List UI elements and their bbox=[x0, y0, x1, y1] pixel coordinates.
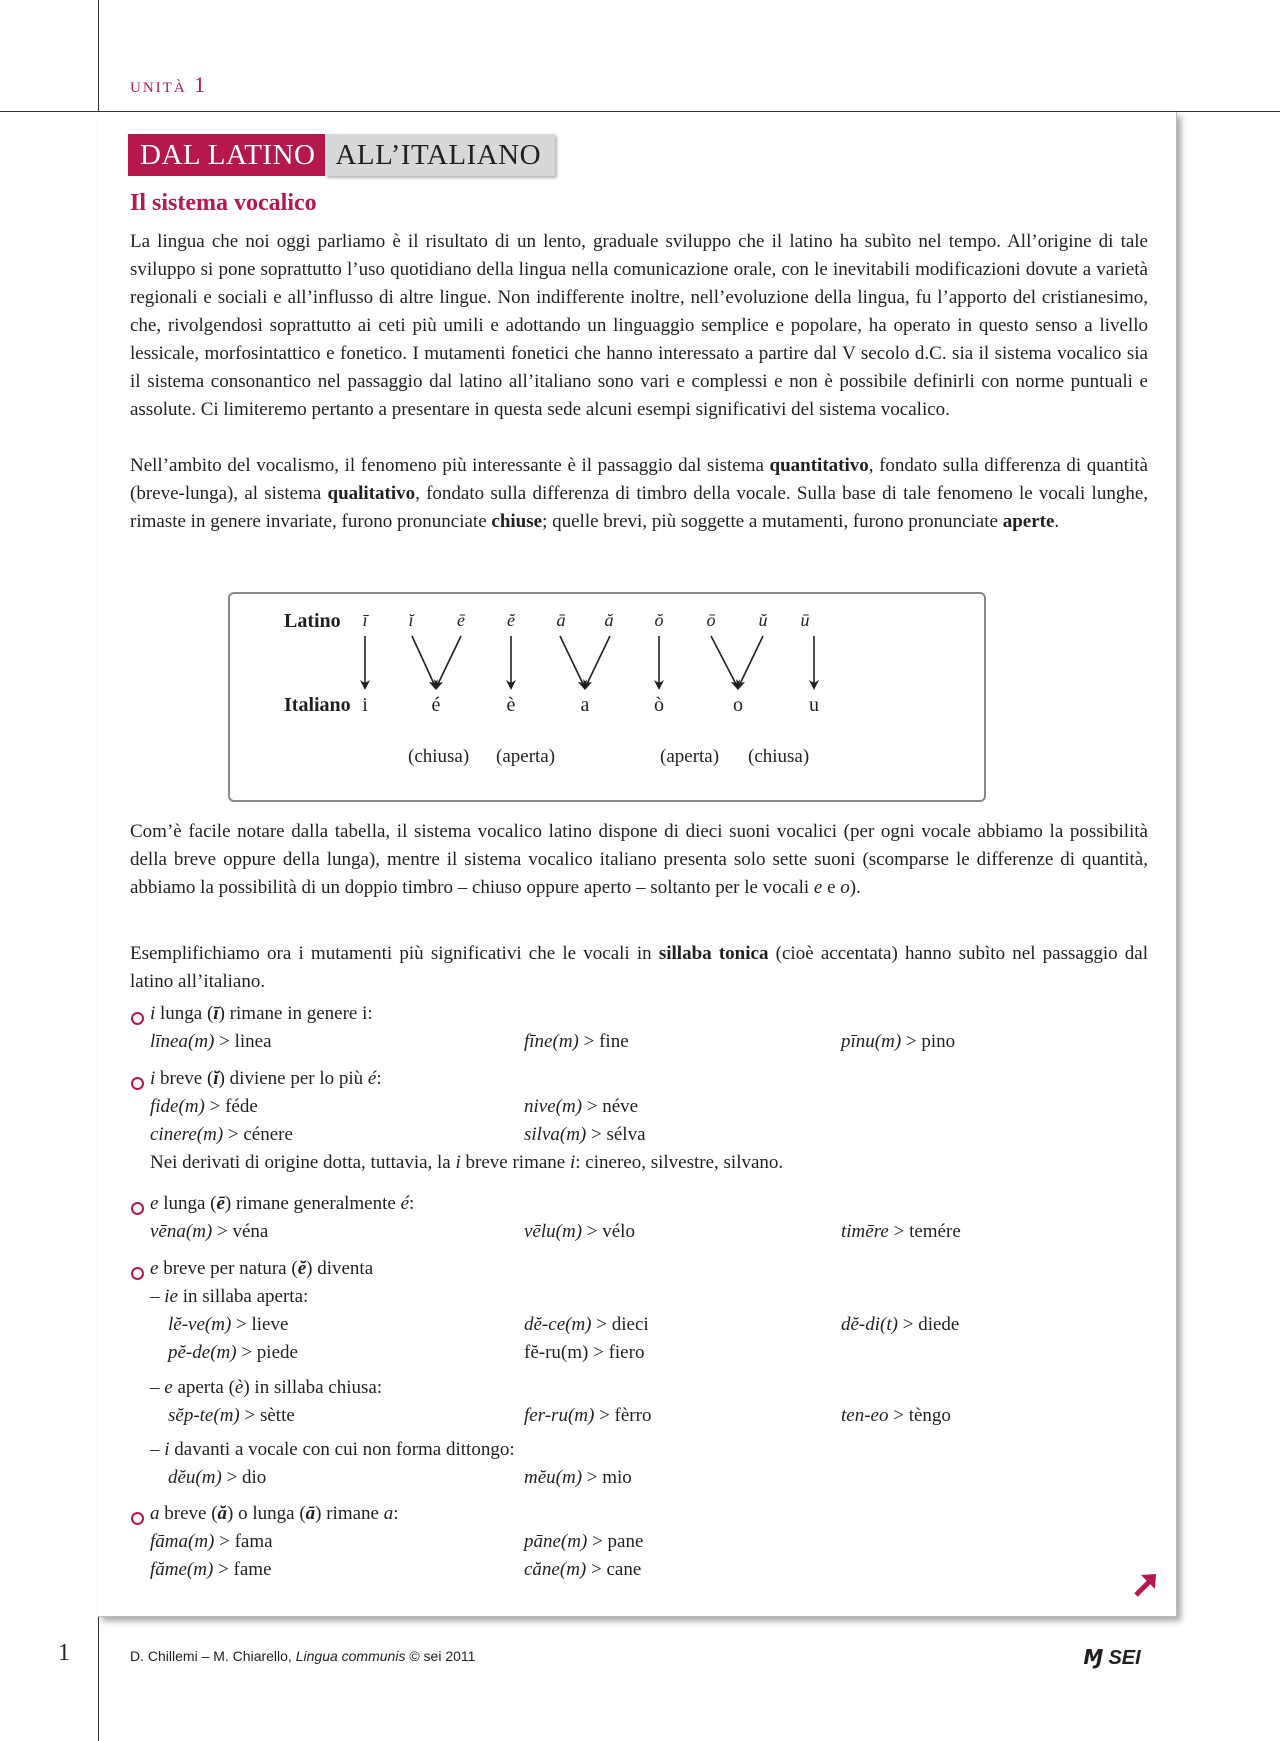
rule-a: a breve (ă) o lunga (ā) rimane a: bbox=[150, 1503, 399, 1524]
sub-rule: – i davanti a vocale con cui non forma dittongo: bbox=[150, 1439, 515, 1460]
example: vēna(m) > véna bbox=[150, 1221, 269, 1242]
rule-e-short: e breve per natura (ĕ) diventa bbox=[150, 1258, 374, 1279]
latin-vowel: ō bbox=[706, 610, 716, 630]
intro-paragraph: La lingua che noi oggi parliamo è il risultato di un lento, graduale sviluppo che il latino ha subìto nel tempo. All’origine di tale sviluppo si pone soprattutto l’uso quotidiano della lingua nella comunicazione orale, con le inevitabili modificazioni dovute a varietà regionali e sociali e all’influsso di altre lingue. Non indifferente inoltre, nell’evoluzione della lingua, fu l’apporto del cristianesimo, che, rivolgendosi soprattutto ai ceti più umili e adottando un linguaggio semplice e popolare, ha operato in questo senso a livello lessicale, morfosintattico e fonetico. I mutamenti fonetici che hanno interessato a partire dal V secolo d.C. sia il sistema vocalico sia il sistema consonantico nel passaggio dal latino all’italiano sono vari e complessi e non è possibile definirli con norme puntuali e assolute. Ci limiteremo pertanto a presentare in questa sede alcuni esempi significativi del sistema vocalico. bbox=[130, 231, 1148, 420]
example: căne(m) > cane bbox=[524, 1559, 642, 1580]
note-open: (aperta) bbox=[496, 746, 556, 767]
latin-vowel: ĭ bbox=[408, 610, 414, 630]
arrow-a-long bbox=[560, 636, 584, 686]
latin-vowel: ă bbox=[604, 610, 614, 630]
sub-rule: – e aperta (è) in sillaba chiusa: bbox=[150, 1377, 383, 1398]
italian-vowel: é bbox=[431, 694, 441, 716]
latin-vowel: ē bbox=[457, 610, 465, 630]
rule-i-short: i breve (ĭ) diviene per lo più é: bbox=[150, 1068, 382, 1089]
italian-label: Italiano bbox=[284, 694, 351, 716]
example: dĕu(m) > dio bbox=[168, 1467, 267, 1488]
section-title: Il sistema vocalico bbox=[130, 190, 317, 216]
banner-part-italian: ALL’ITALIANO bbox=[325, 134, 555, 176]
arrow-i-short bbox=[412, 636, 435, 686]
example: timēre > temére bbox=[841, 1221, 961, 1242]
banner-part-latin: DAL LATINO bbox=[128, 134, 325, 176]
italian-vowel: i bbox=[362, 694, 368, 716]
arrow-a-short bbox=[586, 636, 610, 686]
bullet-icon bbox=[131, 1012, 144, 1025]
latin-label: Latino bbox=[284, 610, 341, 632]
example: făme(m) > fame bbox=[150, 1559, 272, 1580]
example: fer-ru(m) > fèrro bbox=[524, 1405, 652, 1426]
bullet-icon bbox=[131, 1202, 144, 1215]
example: lĕ-ve(m) > lieve bbox=[168, 1314, 289, 1335]
rule-note: Nei derivati di origine dotta, tuttavia, la i breve rimane i: cinereo, silvestre, silvano. bbox=[150, 1152, 784, 1173]
arrow-u-short bbox=[739, 636, 763, 686]
note-open: (aperta) bbox=[660, 746, 720, 767]
example: pĕ-de(m) > piede bbox=[168, 1342, 298, 1363]
italian-vowel: è bbox=[506, 694, 516, 716]
bullet-icon bbox=[131, 1267, 144, 1280]
example: pāne(m) > pane bbox=[524, 1531, 644, 1552]
page-number: 1 bbox=[58, 1640, 70, 1666]
example: pīnu(m) > pino bbox=[841, 1031, 956, 1052]
next-page-arrow-icon[interactable] bbox=[1130, 1570, 1160, 1600]
latin-vowel: ā bbox=[556, 610, 566, 630]
sei-logo-icon: Ɱ bbox=[1083, 1647, 1109, 1669]
publisher-logo: Ɱ SEI bbox=[1083, 1647, 1141, 1669]
latin-vowel: ī bbox=[362, 610, 368, 630]
note-closed: (chiusa) bbox=[748, 746, 810, 767]
example: dĕ-di(t) > diede bbox=[841, 1314, 960, 1335]
example: mĕu(m) > mio bbox=[524, 1467, 632, 1488]
example: silva(m) > sélva bbox=[524, 1124, 646, 1145]
footer-credit: D. Chillemi – M. Chiarello, Lingua communis © sei 2011 bbox=[130, 1648, 476, 1664]
example: līnea(m) > linea bbox=[150, 1031, 272, 1052]
vocalism-paragraph: Nell’ambito del vocalismo, il fenomeno più interessante è il passaggio dal sistema quantitativo, fondato sulla differenza di quantità (breve-lunga), al sistema qualitativo, fondato sulla differenza di timbro della vocale. Sulla base di tale fenomeno le vocali lunghe, rimaste in genere invariate, furono pronunciate chiuse; quelle brevi, più soggette a mutamenti, furono pronunciate aperte. bbox=[130, 455, 1149, 532]
latin-vowel: ĕ bbox=[507, 610, 515, 630]
bullet-icon bbox=[131, 1077, 144, 1090]
example: fāma(m) > fama bbox=[150, 1531, 273, 1552]
italian-vowel: ò bbox=[654, 694, 664, 716]
italian-vowel: a bbox=[580, 694, 590, 716]
section-banner bbox=[128, 134, 555, 176]
example: cinere(m) > cénere bbox=[150, 1124, 293, 1145]
latin-vowel: ū bbox=[800, 610, 810, 630]
example: sĕp-te(m) > sètte bbox=[168, 1405, 295, 1426]
unit-heading: unità 1 bbox=[130, 72, 208, 97]
rule-i-long: i lunga (ī) rimane in genere i: bbox=[150, 1003, 373, 1024]
example: fĕ-ru(m) > fiero bbox=[524, 1342, 645, 1363]
example: fīne(m) > fine bbox=[524, 1031, 629, 1052]
table-comment-paragraph: Com’è facile notare dalla tabella, il sistema vocalico latino dispone di dieci suoni vocalici (per ogni vocale abbiamo la possibilità della breve oppure della lunga), mentre il sistema vocalico italiano presenta solo sette suoni (scomparse le differenze di quantità, abbiamo la possibilità di un doppio timbro – chiuso oppure aperto – soltanto per le vocali e e o). bbox=[130, 821, 1148, 898]
vowel-arrows bbox=[230, 594, 984, 800]
arrow-e-long bbox=[437, 636, 461, 686]
latin-vowel: ŏ bbox=[654, 610, 664, 630]
latin-vowel: ŭ bbox=[758, 610, 768, 630]
vowel-diagram bbox=[228, 592, 986, 802]
example: fide(m) > féde bbox=[150, 1096, 258, 1117]
rule-e-long: e lunga (ē) rimane generalmente é: bbox=[150, 1193, 415, 1214]
examples-intro-paragraph: Esemplifichiamo ora i mutamenti più significativi che le vocali in sillaba tonica (cioè accentata) hanno subìto nel passaggio dal latino all’italiano. bbox=[130, 943, 1149, 992]
example: ten-eo > tèngo bbox=[841, 1405, 951, 1426]
example: nive(m) > néve bbox=[524, 1096, 639, 1117]
example: vēlu(m) > vélo bbox=[524, 1221, 635, 1242]
sub-rule: – ie in sillaba aperta: bbox=[150, 1286, 309, 1307]
arrow-o-long bbox=[711, 636, 737, 686]
bullet-icon bbox=[131, 1512, 144, 1525]
note-closed: (chiusa) bbox=[408, 746, 470, 767]
example: dĕ-ce(m) > dieci bbox=[524, 1314, 649, 1335]
italian-vowel: o bbox=[733, 694, 743, 716]
italian-vowel: u bbox=[809, 694, 819, 716]
